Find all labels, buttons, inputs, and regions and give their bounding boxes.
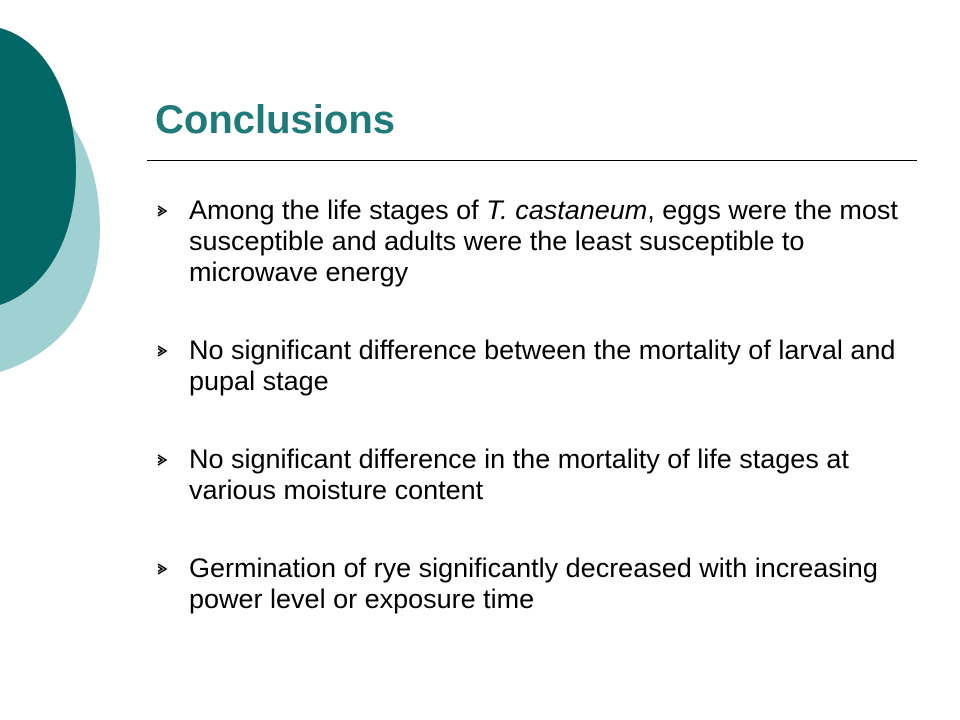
bullet-text bbox=[189, 195, 900, 288]
slide-decoration bbox=[0, 0, 120, 400]
title-divider bbox=[147, 160, 917, 161]
bullet-text-suffix: , eggs were the most susceptible and adults were the least susceptible to microwave energy bbox=[189, 195, 898, 287]
bullet-item bbox=[155, 335, 900, 397]
bullet-text-prefix: Among the life stages of bbox=[189, 195, 487, 225]
conclusions-list bbox=[155, 195, 900, 615]
slide-title: Conclusions bbox=[155, 98, 396, 142]
bullet-item bbox=[155, 444, 900, 506]
bullet-text: No significant difference between the mortality of larval and pupal stage bbox=[189, 335, 896, 396]
bullet-item bbox=[155, 195, 900, 288]
bullet-text: No significant difference in the mortality of life stages at various moisture content bbox=[189, 444, 849, 505]
arrow-bullet-icon bbox=[155, 453, 169, 467]
arrow-bullet-icon bbox=[155, 562, 169, 576]
bullet-item bbox=[155, 553, 900, 615]
species-name: T. castaneum bbox=[486, 195, 648, 225]
arrow-bullet-icon bbox=[155, 344, 169, 358]
arrow-bullet-icon bbox=[155, 204, 169, 218]
bullet-text: Germination of rye significantly decreased with increasing power level or exposure time bbox=[189, 553, 878, 614]
